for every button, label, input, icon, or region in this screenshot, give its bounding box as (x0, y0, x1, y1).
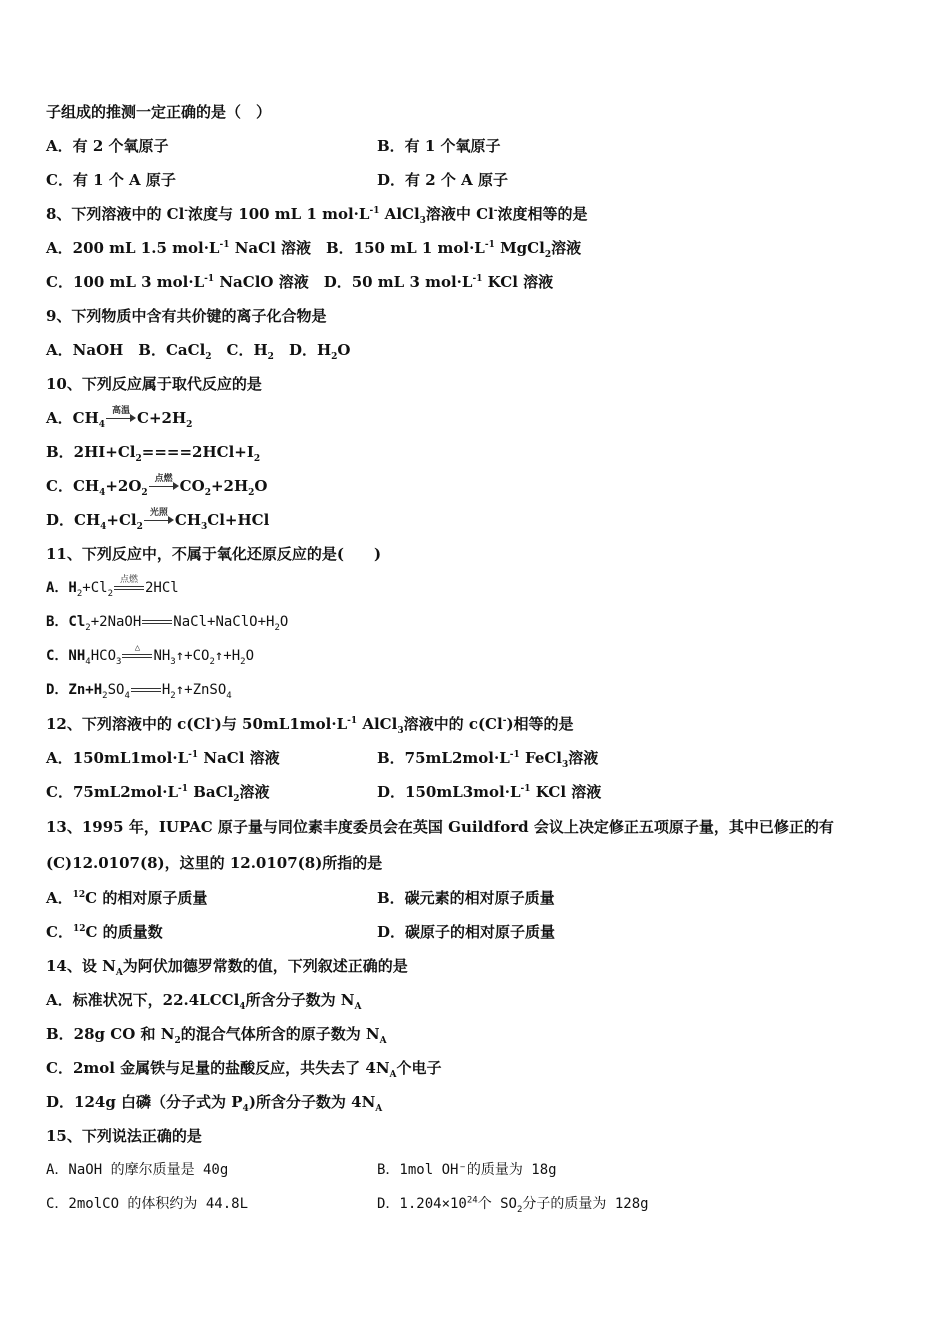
q9-stem: 9、下列物质中含有共价键的离子化合物是 (46, 307, 327, 325)
q10-option-a: A．$CH_4$ 高温 $C+2H_2$ (46, 406, 193, 430)
q15-option-c: C．2molCO 的体积约为 44.8L (46, 1196, 249, 1212)
q13-stem-line1: 13、1995 年，IUPAC 原子量与同位素丰度委员会在英国 Guildford 会议上决定修正五项原子量，其中已修正的有 (46, 818, 834, 836)
q13-option-b: B．碳元素的相对原子质量 (377, 889, 555, 907)
q12-option-c: C．$75mL2mol\cdot L^{-1}$ BaCl$_2$溶液 (46, 783, 270, 804)
q7-option-b: B．有 1 个氧原子 (377, 137, 501, 155)
q12-option-a: A．$150mL1mol\cdot L^{-1}$ NaCl 溶液 (46, 749, 280, 767)
reaction-arrow: 高温 (106, 410, 136, 424)
q8-stem: 8、下列溶液中的 Cl-浓度与 100 mL 1 $mol\cdot L^{-1}$ AlCl$_3$溶液中 Cl-浓度相等的是 (46, 205, 588, 226)
q11-option-c: C．$NH_4HCO_3$ △ $NH_3↑+CO_2↑+H_2O$ (46, 643, 255, 667)
reaction-equals: △ (122, 647, 152, 661)
q11-stem: 11、下列反应中，不属于氧化还原反应的是( ) (46, 545, 382, 563)
q13-stem-line2: (C)12.0107(8)，这里的 12.0107(8)所指的是 (46, 854, 383, 872)
q14-option-a: A．标准状况下，22.4LCCl$_4$所含分子数为 $N_A$ (46, 991, 362, 1012)
reaction-arrow: 光照 (144, 512, 174, 526)
q14-option-b: B．28g CO 和 $N_2$的混合气体所含的原子数为 $N_A$ (46, 1025, 387, 1046)
q12-stem: 12、下列溶液中的 c(Cl-)与 $50mL1mol\cdot L^{-1}$ AlCl$_3$溶液中的 c(Cl-)相等的是 (46, 715, 574, 736)
q14-option-d: D．124g 白磷（分子式为 $P_4$)所含分子数为 $4N_A$ (46, 1093, 383, 1114)
q11-option-a: A．$H_2+Cl_2$ 点燃 2HCl (46, 575, 179, 599)
q10-option-b: B．$2HI+Cl_2====2HCl+I_2$ (46, 443, 261, 464)
q11-option-b: B．$Cl_2+2NaOH$ $NaCl+NaClO+H_2O$ (46, 614, 289, 633)
q15-option-a: A．NaOH 的摩尔质量是 40g (46, 1162, 229, 1178)
q10-stem: 10、下列反应属于取代反应的是 (46, 375, 262, 393)
q12-option-b: B．$75mL2mol\cdot L^{-1}$ FeCl$_3$溶液 (377, 749, 599, 770)
q15-stem: 15、下列说法正确的是 (46, 1127, 202, 1145)
q13-option-c: C．$^{12}$C 的质量数 (46, 923, 163, 941)
q11-option-d: D．$Zn+H_2SO_4$ $H_2↑+ZnSO_4$ (46, 682, 232, 701)
q12-option-d: D．$150mL3mol\cdot L^{-1}$ KCl 溶液 (377, 783, 602, 801)
q15-option-b: B．1mol OH⁻的质量为 18g (377, 1162, 557, 1178)
reaction-equals: 点燃 (114, 579, 144, 593)
q8-options-cd: C．100 mL 3 $mol\cdot L^{-1}$ NaClO 溶液 D．50 mL 3 $mol\cdot L^{-1}$ KCl 溶液 (46, 273, 554, 291)
q13-option-d: D．碳原子的相对原子质量 (377, 923, 556, 941)
q14-option-c: C．2mol 金属铁与足量的盐酸反应，共失去了 $4N_A$个电子 (46, 1059, 442, 1080)
intro-line: 子组成的推测一定正确的是（ ） (46, 103, 272, 121)
q8-options-ab: A．200 mL 1.5 $mol\cdot L^{-1}$ NaCl 溶液 B．150 mL 1 $mol\cdot L^{-1}$ MgCl$_2$溶液 (46, 239, 582, 260)
q15-option-d: D．$1.204\times 10^{24}$个 $SO_2$分子的质量为 128g (377, 1195, 649, 1215)
q7-option-c: C．有 1 个 A 原子 (46, 171, 176, 189)
q10-option-d: D．$CH_4+Cl_2$ 光照 $CH_3Cl+HCl$ (46, 508, 270, 532)
q14-stem: 14、设 $N_A$为阿伏加德罗常数的值，下列叙述正确的是 (46, 957, 408, 978)
reaction-equals (142, 613, 172, 627)
q9-options: A．NaOH B．CaCl$_2$ C．$H_2$ D．$H_2O$ (46, 341, 351, 362)
q10-option-c: C．$CH_4+2O_2$ 点燃 $CO_2+2H_2O$ (46, 474, 268, 498)
q7-option-a: A．有 2 个氧原子 (46, 137, 169, 155)
q13-option-a: A．$^{12}$C 的相对原子质量 (46, 889, 208, 907)
reaction-arrow: 点燃 (149, 478, 179, 492)
q7-option-d: D．有 2 个 A 原子 (377, 171, 508, 189)
reaction-equals (131, 681, 161, 695)
